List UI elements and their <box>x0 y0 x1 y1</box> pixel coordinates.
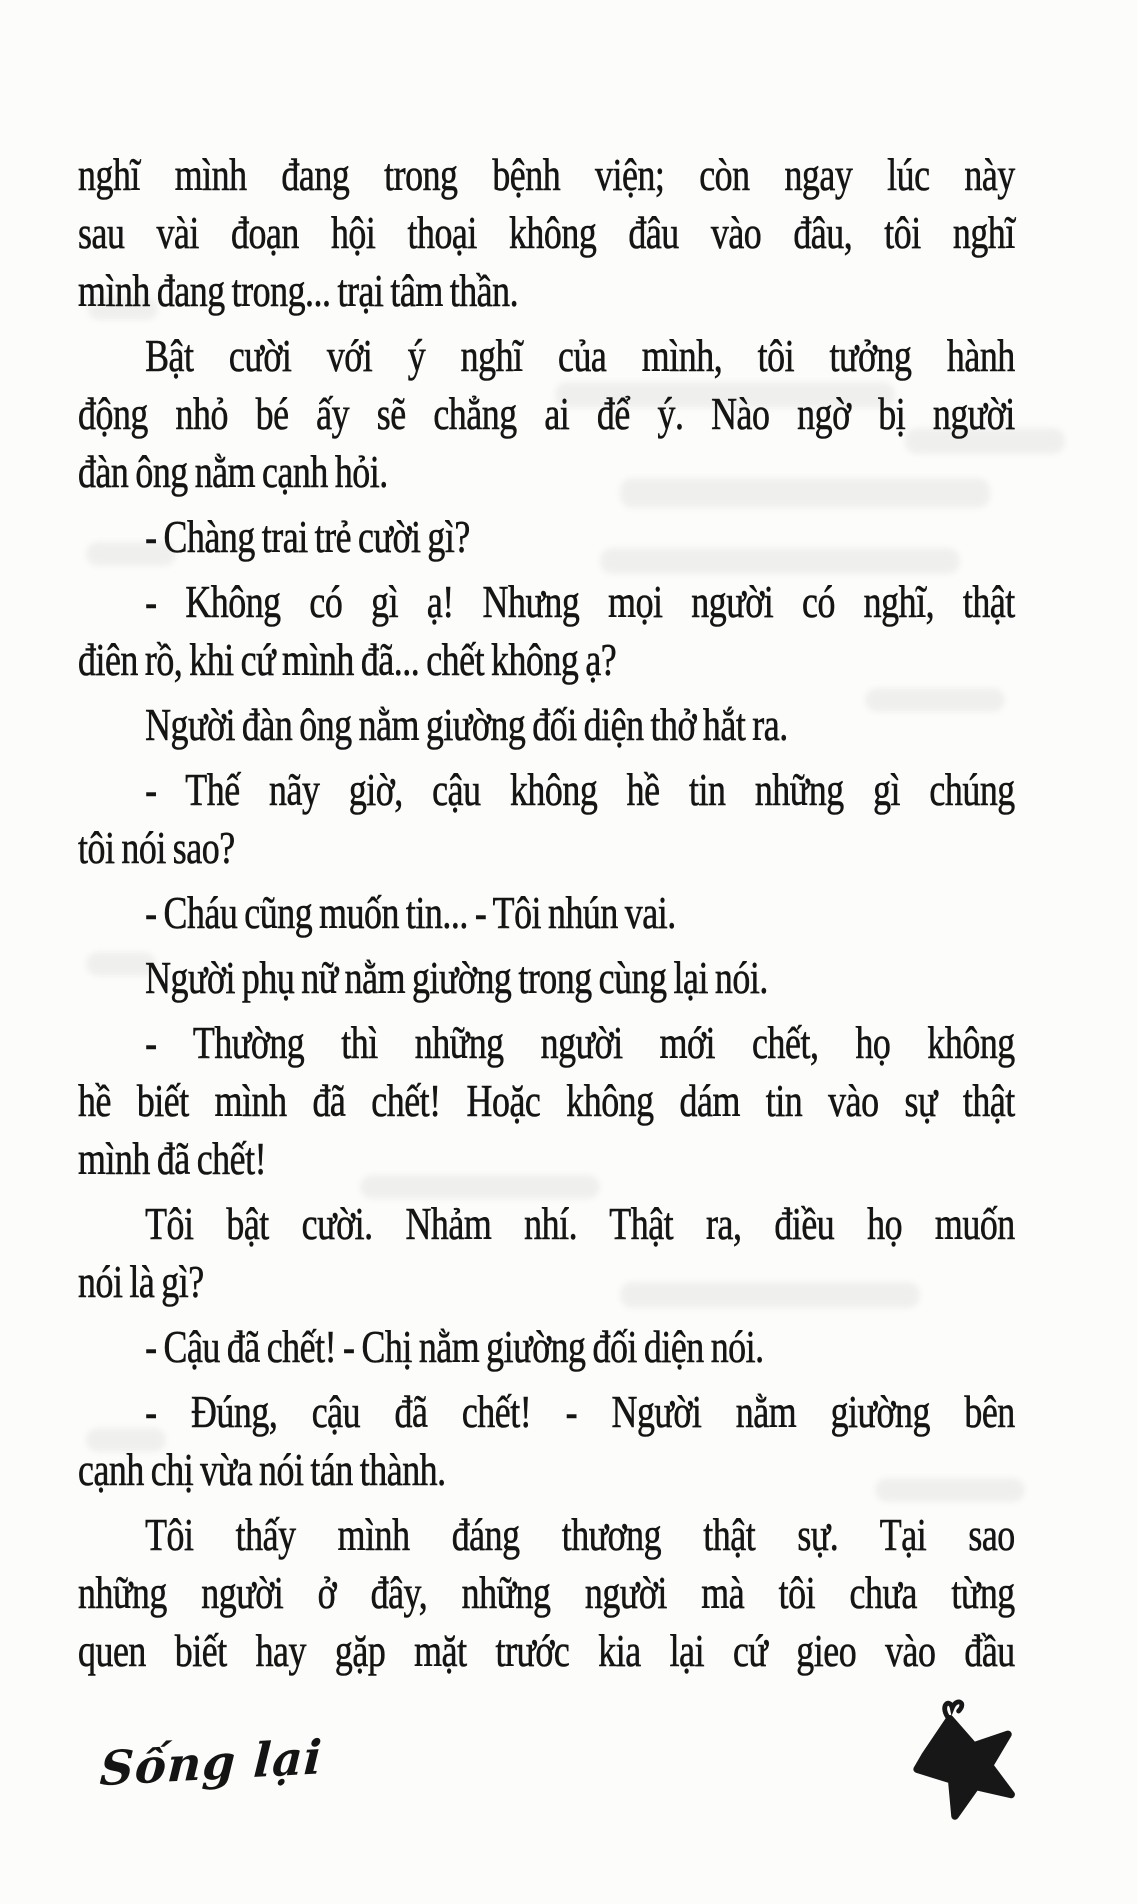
paragraph <box>78 573 1015 689</box>
text-line: điên rồ, khi cứ mình đã... chết không ạ? <box>78 634 617 685</box>
paragraph <box>78 508 1015 566</box>
text-line: quen biết hay gặp mặt trước kia lại cứ gieo vào đầu <box>78 1625 1015 1676</box>
text-line: - Chàng trai trẻ cười gì? <box>145 511 470 562</box>
text-line: đàn ông nằm cạnh hỏi. <box>78 446 388 497</box>
paragraph <box>78 1014 1015 1188</box>
paragraph <box>78 696 1015 754</box>
text-line: tôi nói sao? <box>78 822 235 873</box>
text-line: - Cậu đã chết! - Chị nằm giường đối diện nói. <box>145 1321 764 1372</box>
paragraph <box>78 1506 1015 1680</box>
star-icon <box>901 1694 1029 1822</box>
text-line: mình đang trong... trại tâm thần. <box>78 265 519 316</box>
text-line: - Không có gì ạ! Nhưng mọi người có nghĩ, thật <box>145 576 1015 627</box>
text-line: hề biết mình đã chết! Hoặc không dám tin vào sự thật <box>78 1075 1015 1126</box>
page-text <box>78 146 1015 1680</box>
paragraph <box>78 884 1015 942</box>
text-line: Người đàn ông nằm giường đối diện thở hắt ra. <box>145 699 788 750</box>
text-line: - Cháu cũng muốn tin... - Tôi nhún vai. <box>145 887 676 938</box>
text-line: nghĩ mình đang trong bệnh viện; còn ngay lúc này <box>78 149 1015 200</box>
paragraph <box>78 146 1015 320</box>
book-title-script: Sống lại <box>98 1730 325 1798</box>
paragraph <box>78 327 1015 501</box>
paragraph <box>78 1383 1015 1499</box>
paragraph <box>78 1318 1015 1376</box>
text-line: - Thế nãy giờ, cậu không hề tin những gì chúng <box>145 764 1015 815</box>
text-line: - Đúng, cậu đã chết! - Người nằm giường bên <box>145 1386 1015 1437</box>
text-line: Người phụ nữ nằm giường trong cùng lại nói. <box>145 952 768 1003</box>
text-line: động nhỏ bé ấy sẽ chẳng ai để ý. Nào ngờ bị người <box>78 388 1015 439</box>
text-line: Tôi bật cười. Nhảm nhí. Thật ra, điều họ muốn <box>145 1198 1015 1249</box>
text-line: - Thường thì những người mới chết, họ không <box>145 1017 1015 1068</box>
paragraph <box>78 761 1015 877</box>
text-line: cạnh chị vừa nói tán thành. <box>78 1444 446 1495</box>
text-line: Bật cười với ý nghĩ của mình, tôi tưởng hành <box>145 330 1015 381</box>
text-line: Tôi thấy mình đáng thương thật sự. Tại sao <box>145 1509 1015 1560</box>
text-line: những người ở đây, những người mà tôi chưa từng <box>78 1567 1015 1618</box>
text-line: nói là gì? <box>78 1256 204 1307</box>
paragraph <box>78 1195 1015 1311</box>
text-line: sau vài đoạn hội thoại không đâu vào đâu, tôi nghĩ <box>78 207 1015 258</box>
paragraph <box>78 949 1015 1007</box>
text-line: mình đã chết! <box>78 1133 267 1184</box>
